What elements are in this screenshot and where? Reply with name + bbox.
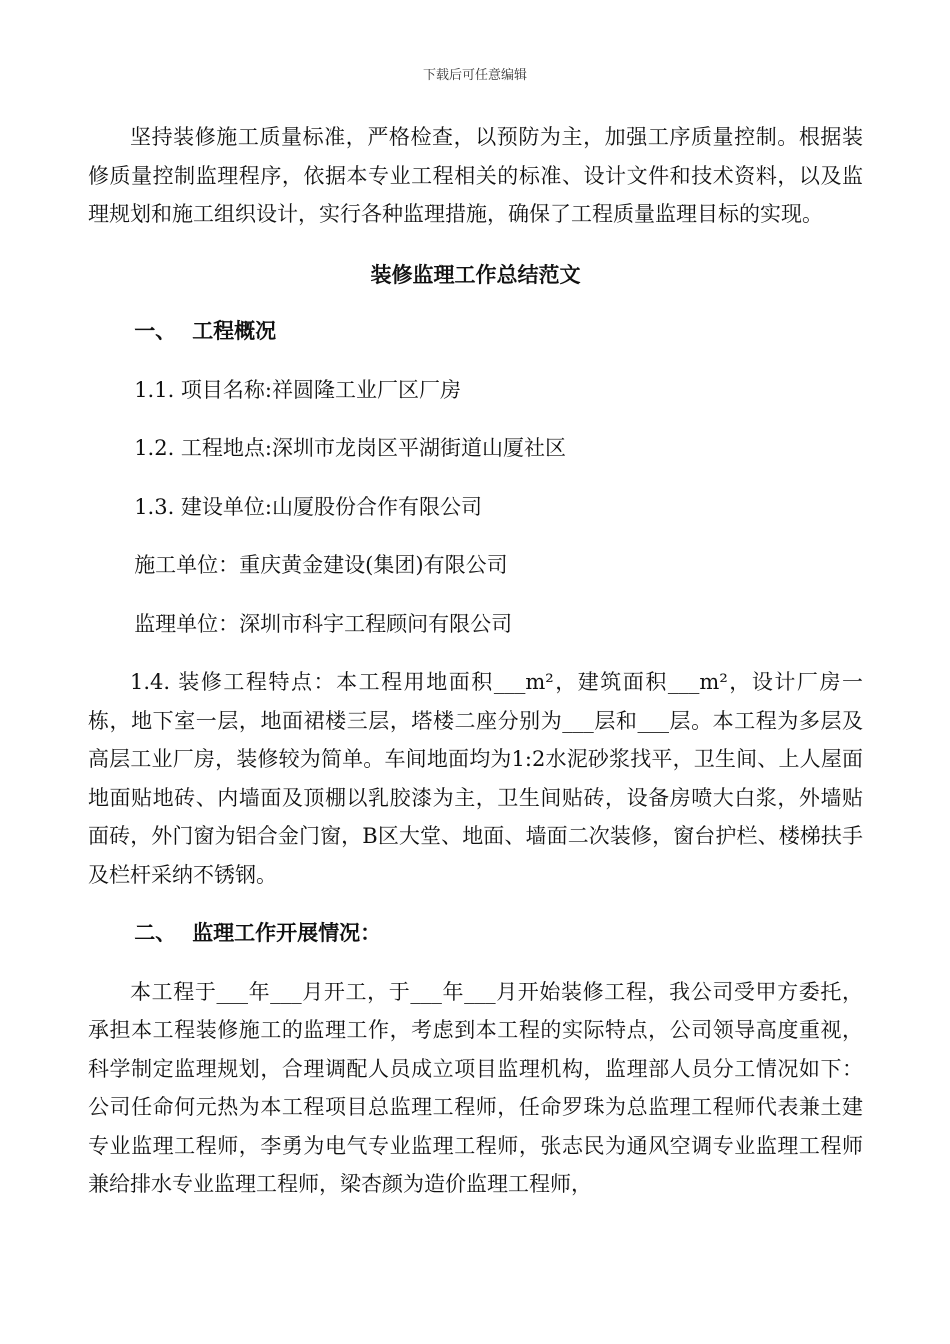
section-title: 监理工作开展情况： <box>192 921 382 945</box>
project-name-item: 1.1. 项目名称:祥圆隆工业厂区厂房 <box>134 377 462 402</box>
contractor-item: 施工单位：重庆黄金建设(集团)有限公司 <box>134 553 508 577</box>
section-number: 一、 <box>134 319 177 343</box>
document-body <box>88 118 863 1204</box>
section-heading-2 <box>88 914 863 953</box>
document-title: 装修监理工作总结范文 <box>370 262 581 287</box>
work-paragraph: 本工程于___年___月开工，于___年___月开始装修工程，我公司受甲方委托，承担本工程装修施工的监理工作，考虑到本工程的实际特点，公司领导高度重视，科学制定监理规划，合理调配人员成立项目监理机构，监理部人员分工情况如下：公司任命何元热为本工程项目总监理工程师，任命罗珠为总监理工程师代表兼土建专业监理工程师，李勇为电气专业监理工程师，张志民为通风空调专业监理工程师兼给排水专业监理工程师，梁杏颜为造价监理工程师， <box>88 979 863 1196</box>
intro-paragraph: 坚持装修施工质量标准，严格检查，以预防为主，加强工序质量控制。根据装修质量控制监理程序，依据本专业工程相关的标准、设计文件和技术资料，以及监理规划和施工组织设计，实行各种监理措施，确保了工程质量监理目标的实现。 <box>88 125 863 226</box>
page-header: 下载后可任意编辑 <box>422 68 527 83</box>
section-heading-1 <box>88 312 863 351</box>
features-paragraph: 1.4. 装修工程特点：本工程用地面积___m²，建筑面积___m²，设计厂房一栋，地下室一层，地面裙楼三层，塔楼二座分别为___层和___层。本工程为多层及高层工业厂房，装修较为简单。车间地面均为1:2水泥砂浆找平，卫生间、上人屋面地面贴地砖、内墙面及顶棚以乳胶漆为主，卫生间贴砖，设备房喷大白浆，外墙贴面砖，外门窗为铝合金门窗，B区大堂、地面、墙面二次装修，窗台护栏、楼梯扶手及栏杆采纳不锈钢。 <box>88 670 863 887</box>
supervisor-item: 监理单位：深圳市科宇工程顾问有限公司 <box>134 611 513 636</box>
developer-item: 1.3. 建设单位:山厦股份合作有限公司 <box>134 494 483 519</box>
section-number: 二、 <box>134 921 177 945</box>
project-location-item: 1.2. 工程地点:深圳市龙岗区平湖街道山厦社区 <box>134 436 567 460</box>
section-title: 工程概况 <box>192 319 277 343</box>
